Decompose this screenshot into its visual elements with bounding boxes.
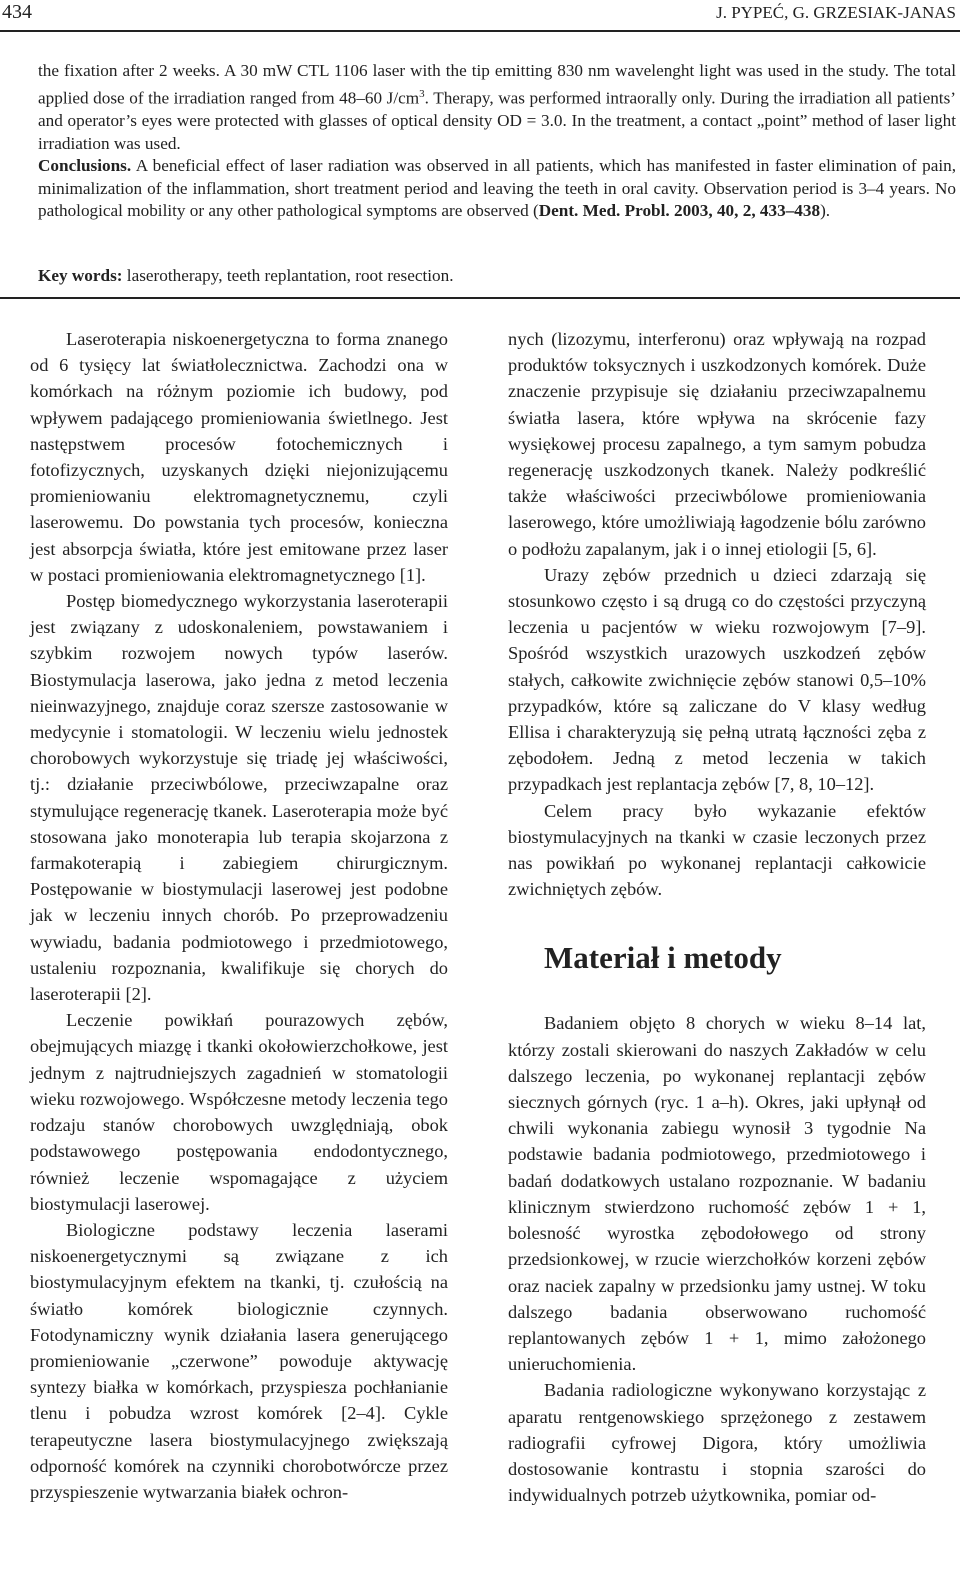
abstract — [38, 60, 956, 223]
abstract-rule — [0, 297, 960, 299]
body-paragraph: Biologiczne podstawy leczenia laserami niskoenergetycznymi są związane z ich biostymulacyjnym efektem na tkanki, tj. czułością na światło komórek biologicznie czynnych. Fotodynamiczny wynik działania lasera generującego promieniowanie „czerwone” powoduje aktywację syntezy białka w komórkach, przyspiesza pochłanianie tlenu i pobudza wzrost komórek [2–4]. Cykle terapeutyczne lasera biostymulacyjnego zwiększają odporność komórek na czynniki chorobotwórcze przez przyspieszenie wytwarzania białek ochron- — [30, 1219, 448, 1502]
citation: Dent. Med. Probl. 2003, 40, 2, 433–438 — [538, 201, 821, 221]
keywords-label: Key words: — [38, 266, 123, 285]
body-paragraph: Urazy zębów przednich u dzieci zdarzają się stosunkowo często i są drugą co do częstości przyczyną leczenia u pacjentów w wieku rozwojowym [7–9]. Spośród wszystkich urazowych uszkodzeń zębów stałych, całkowite zwichnięcie zębów stanowi 0,5–10% przypadków, które są zaliczane do V klasy według Ellisa i charakteryzują się pełną utratą łączności zęba z zębodołem. Jedną z metod leczenia w takich przypadkach jest replantacja zębów [7, 8, 10–12]. — [508, 564, 926, 795]
conclusions-paragraph — [38, 155, 956, 223]
header-rule — [0, 30, 960, 32]
keywords-text: laserotherapy, teeth replantation, root resection. — [122, 266, 454, 285]
abstract-text: the fixation after 2 weeks. A 30 mW CTL 1106 laser with the tip emitting 830 nm wavelenght light was used in the study. The total applied dose of the irradiation ranged from 48–60 J/cm — [38, 61, 956, 108]
running-header — [0, 0, 960, 26]
left-column — [30, 326, 448, 1505]
superscript: 3 — [419, 87, 425, 100]
keywords — [38, 265, 956, 287]
body-paragraph: Badaniem objęto 8 chorych w wieku 8–14 lat, którzy zostali skierowani do naszych Zakładów w celu dalszego leczenia, po wykonanej replantacji zębów siecznych górnych (ryc. 1 a–h). Okres, jaki upłynął od chwili wykonania zabiegu wynosił 3 tygodnie Na podstawie badania podmiotowego, przedmiotowego i badań dodatkowych ustalano rozpoznanie. W badaniu klinicznym stwierdzono ruchomość zębów 1 + 1, bolesność wyrostka zębodołowego od strony przedsionkowej, w rzucie wierzchołków korzeni zębów oraz naciek zapalny w przedsionku jamy ustnej. W toku dalszego badania obserwowano ruchomość replantowanych zębów 1 + 1, mimo założonego unieruchomienia. — [508, 1013, 926, 1375]
citation-end: ). — [820, 201, 831, 221]
body-paragraph: Celem pracy było wykazanie efektów biostymulacyjnych na tkanki w czasie leczonych przez nas powikłań po wykonanej replantacji całkowicie zwichniętych zębów. — [508, 800, 926, 900]
conclusions-text: A beneficial effect of laser radiation was observed in all patients, which has manifested in faster elimination of pain, minimalization of the inflammation, short treatment period and leaving the teeth in oral cavity. Observation period is 3–4 years. No pathological mobility or any other pathological symptoms are observed ( — [38, 156, 956, 221]
page-number: 434 — [2, 1, 32, 23]
body-paragraph: Postęp biomedycznego wykorzystania laseroterapii jest związany z udoskonaleniem, powstawaniem i szybkim rozwojem nowych typów laserów. Biostymulacja laserowa, jako jedna z metod leczenia nieinwazyjnego, znajduje coraz szersze zastosowanie w medycynie i stomatologii. W leczeniu wielu jednostek chorobowych wykorzystuje się triadę jej właściwości, tj.: działanie przeciwbólowe, przeciwzapalne oraz stymulujące regenerację tkanek. Laseroterapia może być stosowana jako monoterapia lub terapia skojarzona z farmakoterapią i zabiegiem chirurgicznym. Postępowanie w biostymulacji laserowej jest podobne jak w leczeniu innych chorób. Po przeprowadzeniu wywiadu, badania podmiotowego i przedmiotowego, ustaleniu rozpoznania, kwalifikuje się chorych do laseroterapii [2]. — [30, 591, 448, 1005]
right-column — [508, 326, 926, 1508]
body-paragraph: Badania radiologiczne wykonywano korzystając z aparatu rentgenowskiego sprzężonego z zestawem radiografii cyfrowej Digora, który umożliwia dostosowanie kontrastu i stopnia szarości do indywidualnych potrzeb użytkownika, pomiar od- — [508, 1380, 926, 1506]
abstract-text-continued: . Therapy, was performed intraorally only. During the irradiation all patients’ and operator’s eyes were protected with glasses of optical density OD = 3.0. In the treatment, a contact „point” method of laser light irradiation was used. — [38, 88, 956, 153]
abstract-paragraph — [38, 60, 956, 155]
running-title: J. PYPEĆ, G. GRZESIAK-JANAS — [716, 3, 956, 22]
section-heading: Materiał i metody — [544, 940, 782, 976]
body-paragraph: nych (lizozymu, interferonu) oraz wpływają na rozpad produktów toksycznych i uszkodzonych komórek. Duże znaczenie przypisuje się działaniu przeciwzapalnemu światła lasera, które wpływa na skrócenie fazy wysiękowej procesu zapalnego, a tym samym pobudza regenerację uszkodzonych tkanek. Należy podkreślić także właściwości przeciwbólowe promieniowania laserowego, które umożliwiają łagodzenie bólu zarówno o podłożu zapalanym, jak i o innej etiologii [5, 6]. — [508, 329, 926, 559]
body-paragraph: Laseroterapia niskoenergetyczna to forma znanego od 6 tysięcy lat światłolecznictwa. Zachodzi ona w komórkach na różnym poziomie ich budowy, pod wpływem padającego promieniowania świetlnego. Jest następstwem procesów fotochemicznych i fotofizycznych, uzyskanych dzięki niejonizującemu promieniowaniu elektromagnetycznemu, czyli laserowemu. Do powstania tych procesów, konieczna jest absorpcja światła, które jest emitowane przez laser w postaci promieniowania elektromagnetycznego [1]. — [30, 329, 448, 585]
conclusions-label: Conclusions. — [38, 156, 132, 176]
body-paragraph: Leczenie powikłań pourazowych zębów, obejmujących miazgę i tkanki okołowierzchołkowe, jest jednym z najtrudniejszych zagadnień w stomatologii wieku rozwojowego. Współczesne metody leczenia tego rodzaju stanów chorobowych uwzględniają, obok podstawowego postępowania endodontycznego, również leczenie wspomagające z użyciem biostymulacji laserowej. — [30, 1010, 448, 1214]
